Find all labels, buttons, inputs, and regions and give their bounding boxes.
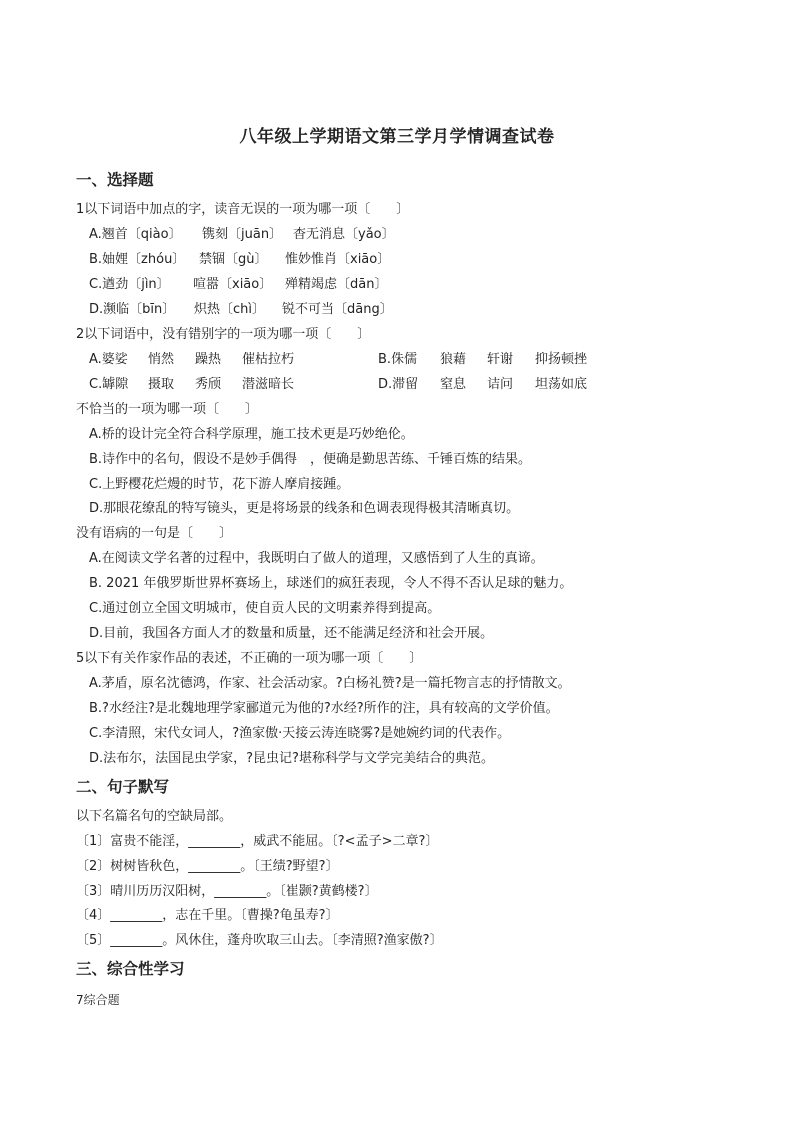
fill-blank-item-3: 〔3〕晴川历历汉阳树，________。〔崔颢?黄鹤楼?〕: [76, 884, 378, 899]
option-a-word-4: 催枯拉朽: [242, 352, 295, 367]
question-2-option-c: [89, 376, 294, 394]
option-c-word-4: 潜滋暗长: [242, 377, 295, 392]
option-c-word-2: 喧嚣〔xiāo〕: [193, 277, 273, 292]
question-3-stem: 不恰当的一项为哪一项〔 〕: [76, 402, 259, 417]
option-d-word-3: 诘问: [487, 377, 514, 392]
question-4-option-b: B. 2021 年俄罗斯世界杯赛场上，球迷们的疯狂表现，令人不得不否认足球的魅力。: [89, 576, 573, 591]
fill-blank-item-4: 〔4〕________，志在千里。〔曹操?龟虽寿?〕: [76, 908, 339, 923]
question-5-option-b: B.?水经注?是北魏地理学家郦道元为他的?水经?所作的注，具有较高的文学价值。: [89, 701, 559, 716]
option-a-word-2: 镌刻〔juān〕: [202, 227, 283, 242]
section-heading-dictation: 二、句子默写: [76, 778, 170, 796]
option-a-word-1: A.翘首〔qiào〕: [89, 227, 182, 242]
section-heading-comprehensive: 三、综合性学习: [76, 960, 185, 978]
question-2-option-a: [89, 351, 294, 369]
option-d-word-3: 锐不可当〔dāng〕: [282, 302, 393, 317]
page-title: 八年级上学期语文第三学月学情调查试卷: [239, 127, 555, 147]
question-4-stem: 没有语病的一句是〔 〕: [76, 526, 233, 541]
option-d-word-2: 炽热〔chì〕: [194, 302, 265, 317]
question-2-stem: 2以下词语中，没有错别字的一项为哪一项〔 〕: [76, 327, 371, 342]
fill-blank-item-5: 〔5〕________。风休住，蓬舟吹取三山去。〔李清照?渔家傲?〕: [76, 933, 443, 948]
question-1-option-d: [89, 301, 393, 319]
question-7-stem: 7综合题: [76, 993, 120, 1007]
question-5-option-c: C.李清照，宋代女词人，?渔家傲·天接云涛连晓雾?是她婉约词的代表作。: [89, 726, 511, 741]
option-b-word-1: B.妯娌〔zhóu〕: [89, 252, 186, 267]
question-3-option-a: A.桥的设计完全符合科学原理，施工技术更是巧妙绝伦。: [89, 427, 414, 442]
option-c-word-1: C.遒劲〔jìn〕: [89, 277, 170, 292]
option-c-word-3: 殚精竭虑〔dān〕: [285, 277, 388, 292]
option-d-word-2: 窒息: [440, 377, 467, 392]
option-b-word-3: 轩谢: [487, 352, 514, 367]
question-3-option-b: B.诗作中的名句，假设不是妙手偶得 ，便确是勤思苦练、千锤百炼的结果。: [89, 452, 532, 467]
question-1-option-c: [89, 276, 387, 294]
option-b-word-2: 禁锢〔gù〕: [199, 252, 268, 267]
question-5-option-d: D.法布尔，法国昆虫学家，?昆虫记?堪称科学与文学完美结合的典范。: [89, 751, 494, 766]
question-2-option-d: [378, 376, 587, 394]
option-c-word-3: 秀颀: [195, 377, 222, 392]
option-c-word-2: 摄取: [148, 377, 175, 392]
option-a-word-3: 杳无消息〔yǎo〕: [293, 227, 395, 242]
question-4-option-c: C.通过创立全国文明城市，使自贡人民的文明素养得到提高。: [89, 601, 441, 616]
question-3-option-d: D.那眼花缭乱的特写镜头，更是将场景的线条和色调表现得极其清晰真切。: [89, 501, 520, 516]
option-a-word-2: 悄然: [148, 352, 175, 367]
question-6-stem: 以下名篇名句的空缺局部。: [76, 809, 233, 824]
option-c-word-1: C.罅隙: [89, 377, 129, 392]
question-2-option-b: [378, 351, 587, 369]
fill-blank-item-1: 〔1〕富贵不能淫，________，威武不能屈。〔?<孟子>二章?〕: [76, 834, 439, 849]
question-4-option-d: D.目前，我国各方面人才的数量和质量，还不能满足经济和社会开展。: [89, 626, 494, 641]
option-b-word-4: 抑扬顿挫: [535, 352, 588, 367]
option-a-word-3: 躁热: [195, 352, 222, 367]
question-5-option-a: A.茅盾，原名沈德鸿，作家、社会活动家。?白杨礼赞?是一篇托物言志的抒情散文。: [89, 676, 571, 691]
option-d-word-1: D.濒临〔bīn〕: [89, 302, 176, 317]
option-b-word-2: 狼藉: [440, 352, 467, 367]
question-3-option-c: C.上野樱花烂熳的时节，花下游人摩肩接踵。: [89, 477, 350, 492]
option-a-word-1: A.婆娑: [89, 352, 128, 367]
option-b-word-1: B.侏儒: [378, 352, 418, 367]
question-1-stem: 1以下词语中加点的字，读音无误的一项为哪一项〔 〕: [76, 202, 410, 217]
question-1-option-b: [89, 251, 390, 269]
option-d-word-4: 坦荡如底: [535, 377, 588, 392]
question-5-stem: 5以下有关作家作品的表述，不正确的一项为哪一项〔 〕: [76, 651, 423, 666]
option-b-word-3: 惟妙惟肖〔xiāo〕: [285, 252, 391, 267]
question-1-option-a: [89, 226, 395, 244]
section-heading-choice: 一、选择题: [76, 171, 154, 189]
fill-blank-item-2: 〔2〕树树皆秋色，________。〔王绩?野望?〕: [76, 859, 339, 874]
question-4-option-a: A.在阅读文学名著的过程中，我既明白了做人的道理，又感悟到了人生的真谛。: [89, 551, 544, 566]
option-d-word-1: D.滞留: [378, 377, 419, 392]
